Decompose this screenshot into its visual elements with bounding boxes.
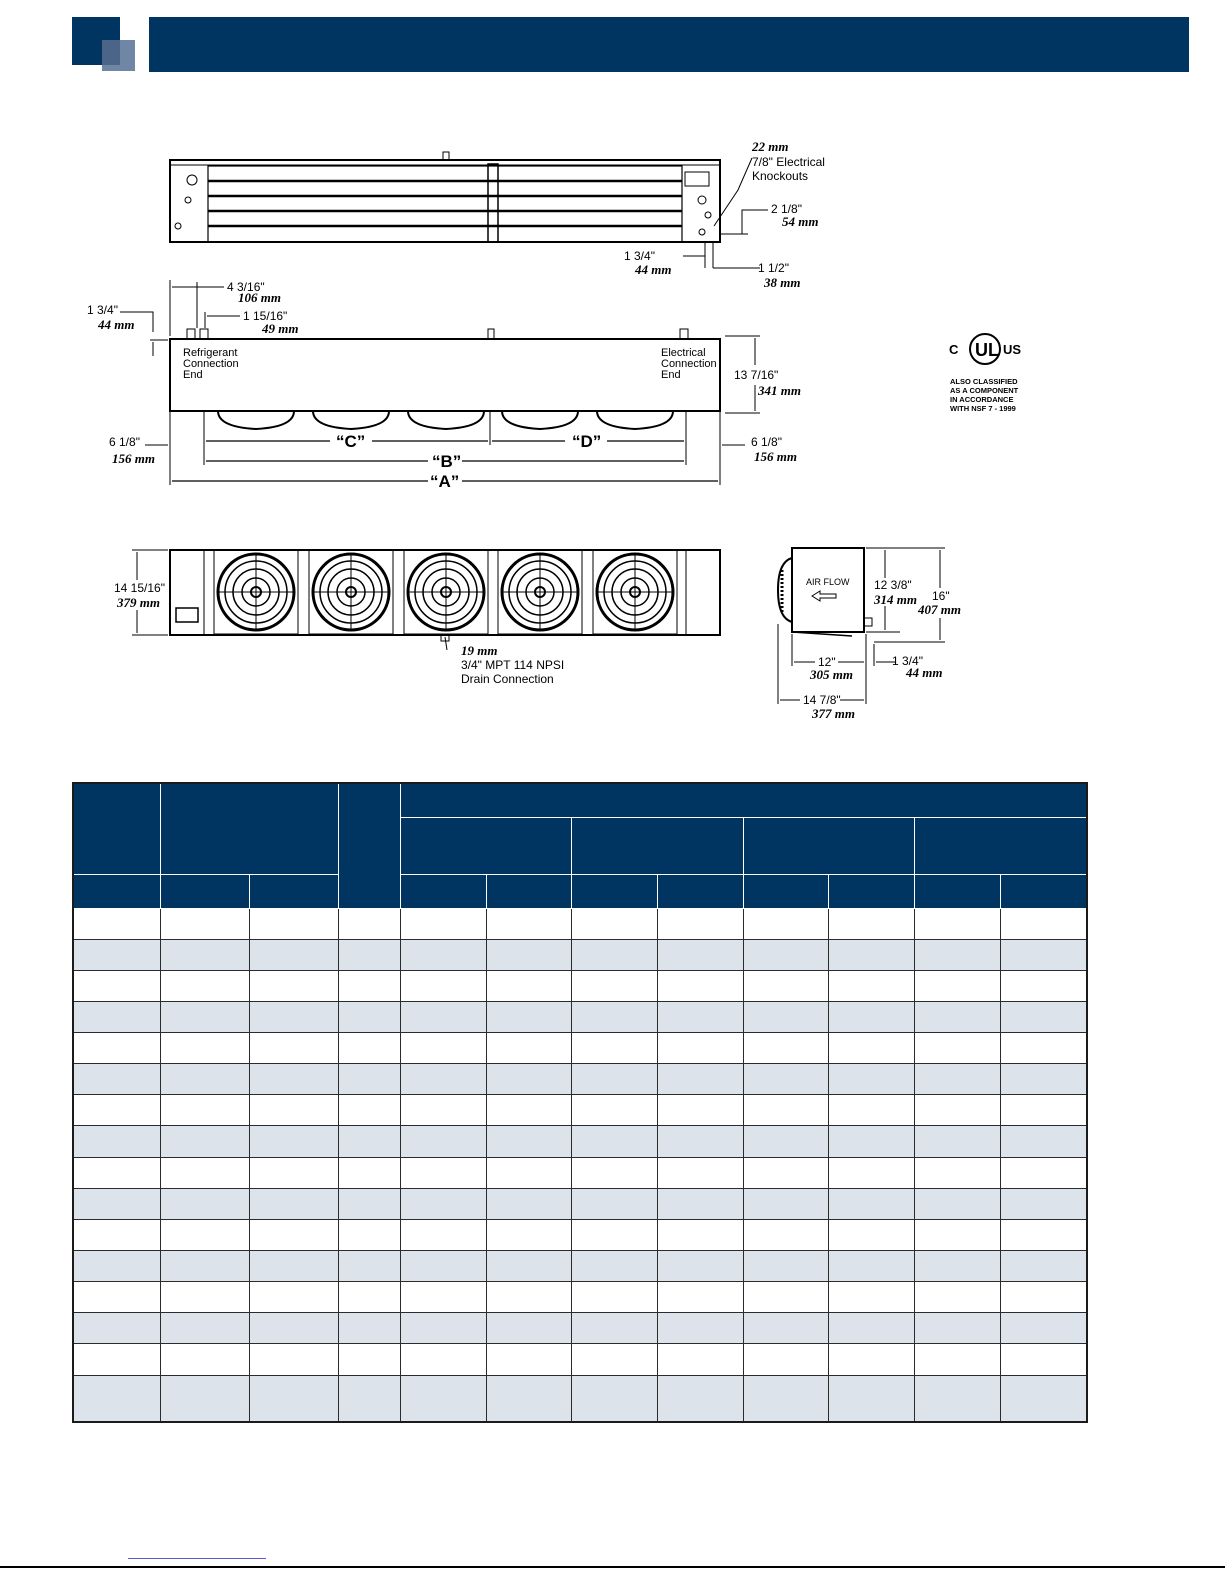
top-view: [170, 152, 768, 268]
footer-link-underline[interactable]: [128, 1558, 266, 1559]
ul-line3: IN ACCORDANCE: [950, 395, 1014, 404]
header-cell-c: [743, 817, 914, 874]
ul-line2: AS A COMPONENT: [950, 386, 1019, 395]
label-b: “B”: [432, 452, 462, 471]
header-cell-narrow: [338, 783, 400, 908]
table-row: [73, 970, 1087, 1001]
ref-end-line1: Refrigerant: [183, 347, 238, 359]
dim-end-44mm: 44 mm: [906, 665, 943, 680]
dim-1-1-2: 1 1/2": [758, 261, 789, 275]
dim-379mm: 379 mm: [117, 595, 160, 610]
dim-12-3-8: 12 3/8": [874, 578, 912, 592]
end-view: [778, 548, 945, 704]
table-row: [73, 1001, 1087, 1032]
elec-end-line1: Electrical: [661, 347, 706, 359]
dim-377mm: 377 mm: [812, 706, 855, 721]
dim-305mm: 305 mm: [810, 667, 853, 682]
ref-end-line2: Connection: [183, 358, 239, 370]
spec-table: [72, 782, 1088, 1423]
drain-text-2: Drain Connection: [461, 672, 554, 686]
label-c: “C”: [336, 432, 366, 451]
header-row-1: [73, 783, 1087, 817]
ref-end-line3: End: [183, 369, 203, 381]
label-a: “A”: [430, 472, 460, 491]
table-row: [73, 1313, 1087, 1344]
dim-14-7-8: 14 7/8": [803, 693, 841, 707]
table-row: [73, 1157, 1087, 1188]
dim-106mm: 106 mm: [238, 290, 281, 305]
elec-end-line3: End: [661, 369, 681, 381]
header-cell-b: [572, 817, 743, 874]
header-row-3: [73, 874, 1087, 908]
table-row: [73, 1126, 1087, 1157]
header-cell-group-1: [161, 783, 338, 874]
dim-341mm: 341 mm: [758, 383, 801, 398]
dim-14-15-16: 14 15/16": [114, 581, 165, 595]
label-d: “D”: [572, 432, 602, 451]
drain-text-1: 3/4" MPT 114 NPSI: [461, 658, 565, 672]
dim-1-15-16: 1 15/16": [243, 309, 288, 323]
dim-side-44mm: 44 mm: [98, 317, 135, 332]
dim-right-6-1-8: 6 1/8": [751, 435, 782, 449]
dim-407mm: 407 mm: [918, 602, 961, 617]
ul-line1: ALSO CLASSIFIED: [950, 377, 1018, 386]
dim-49mm: 49 mm: [262, 321, 299, 336]
elec-end-line2: Connection: [661, 358, 717, 370]
dim-top-44mm: 44 mm: [635, 262, 672, 277]
table-row: [73, 1344, 1087, 1375]
table-row: [73, 1033, 1087, 1064]
ul-line4: WITH NSF 7 - 1999: [950, 404, 1016, 413]
table-row: [73, 908, 1087, 939]
table-row: [73, 1251, 1087, 1282]
header-cell-a: [401, 817, 572, 874]
ul-listing-mark: [949, 334, 1021, 413]
dim-13-7-16: 13 7/16": [734, 368, 779, 382]
dim-right-156mm: 156 mm: [754, 449, 797, 464]
dim-2-1-8: 2 1/8": [771, 202, 802, 216]
airflow-label: AIR FLOW: [806, 577, 850, 587]
knockout-text-2: Knockouts: [752, 169, 809, 183]
knockout-mm: 22 mm: [752, 139, 789, 154]
dim-4-3-16: 4 3/16": [227, 280, 265, 294]
dim-end-1-3-4: 1 3/4": [892, 654, 923, 668]
ul-us: US: [1003, 342, 1022, 357]
table-row: [73, 1064, 1087, 1095]
fan-guards: [214, 550, 677, 634]
ul-c: C: [949, 342, 959, 357]
dim-left-156mm: 156 mm: [112, 451, 155, 466]
dim-38mm: 38 mm: [764, 275, 801, 290]
table-row: [73, 939, 1087, 970]
table-row: [73, 1095, 1087, 1126]
unit-dimension-drawings: [0, 0, 1225, 760]
table-row: [73, 1188, 1087, 1219]
knockout-text-1: 7/8" Electrical: [752, 155, 825, 169]
ul-letters: UL: [975, 340, 999, 360]
dim-12: 12": [818, 655, 836, 669]
dim-side-1-3-4: 1 3/4": [87, 303, 118, 317]
dim-top-1-3-4: 1 3/4": [624, 249, 655, 263]
header-cell-d: [915, 817, 1087, 874]
table-row: [73, 1375, 1087, 1422]
footer-rule: [0, 1566, 1225, 1568]
drain-mm: 19 mm: [461, 643, 498, 658]
dim-54mm: 54 mm: [782, 214, 819, 229]
table-row: [73, 1219, 1087, 1250]
header-cell-dimensions: [401, 783, 1087, 817]
table-row: [73, 1282, 1087, 1313]
dim-left-6-1-8: 6 1/8": [109, 435, 140, 449]
dim-314mm: 314 mm: [874, 592, 917, 607]
header-cell-model: [73, 783, 161, 874]
dim-16: 16": [932, 589, 950, 603]
